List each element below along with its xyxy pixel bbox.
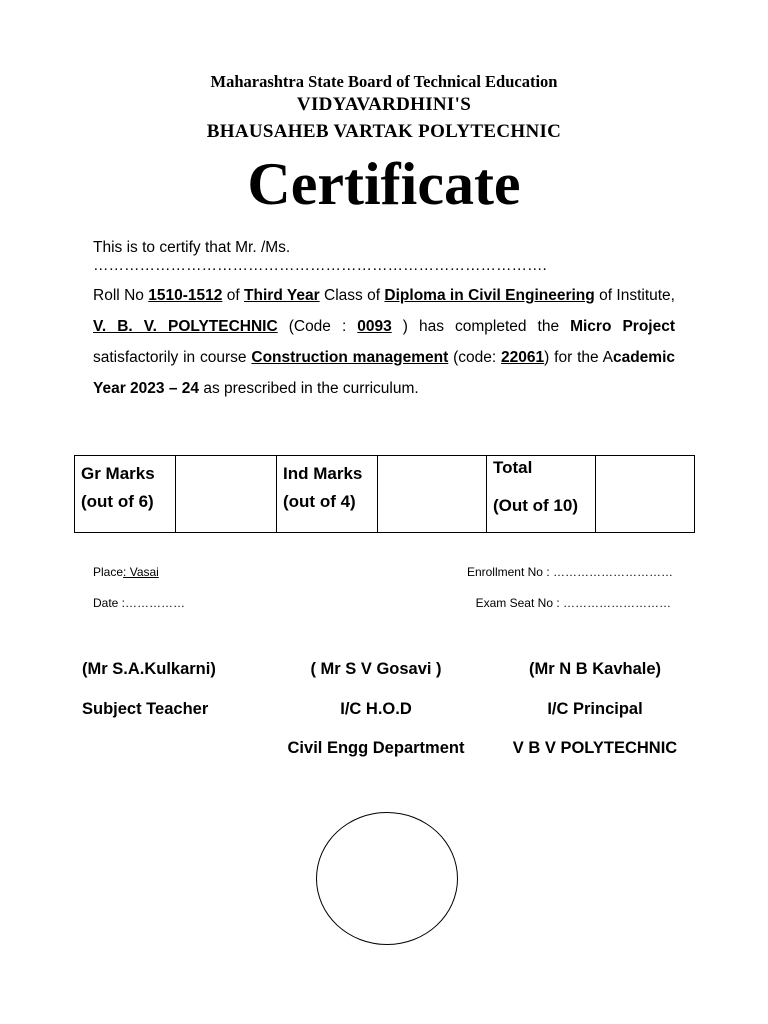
enrollment-number: Enrollment No : ………………………… bbox=[466, 565, 673, 579]
total-label-line1: Total bbox=[493, 458, 533, 477]
principal-institute: V B V POLYTECHNIC bbox=[512, 739, 678, 757]
hod-name: ( Mr S V Gosavi ) bbox=[310, 660, 442, 678]
exam-seat-number: Exam Seat No : ……………………… bbox=[475, 596, 671, 610]
total-label-line2: (Out of 10) bbox=[493, 496, 578, 515]
body-text: Roll No bbox=[93, 287, 149, 304]
certify-line: This is to certify that Mr. /Ms. ……………………………………………………………………………. bbox=[93, 239, 547, 274]
principal-name: (Mr N B Kavhale) bbox=[528, 660, 662, 678]
place-line bbox=[93, 565, 159, 579]
hod-department: Civil Engg Department bbox=[287, 739, 465, 757]
ind-marks-label-line2: (out of 4) bbox=[283, 492, 356, 511]
board-name: Maharashtra State Board of Technical Education bbox=[210, 72, 558, 91]
body-text: of Institute, bbox=[594, 287, 675, 304]
ind-marks-label bbox=[277, 456, 378, 533]
academic-year: cademic Year 2023 – 24 bbox=[93, 349, 676, 397]
body-text: of bbox=[222, 287, 245, 304]
body-text: ) for the A bbox=[544, 349, 613, 366]
course-name: Construction management bbox=[251, 349, 449, 366]
gr-marks-label-line2: (out of 6) bbox=[81, 492, 154, 511]
certificate-title: Certificate bbox=[247, 151, 521, 217]
project-type: Micro Project bbox=[570, 318, 676, 335]
gr-marks-value[interactable] bbox=[176, 456, 277, 533]
gr-marks-label-line1: Gr Marks bbox=[81, 464, 155, 483]
ind-marks-value[interactable] bbox=[378, 456, 487, 533]
body-text: (code: bbox=[448, 349, 502, 366]
gr-marks-label bbox=[75, 456, 176, 533]
place-value: : Vasai bbox=[123, 565, 159, 579]
seal-circle bbox=[316, 812, 458, 945]
date-line: Date :…………… bbox=[93, 596, 186, 610]
total-marks-value[interactable] bbox=[596, 456, 695, 533]
institute-name: V. B. V. POLYTECHNIC bbox=[93, 318, 278, 335]
body-text: Class of bbox=[319, 287, 385, 304]
subject-teacher-name: (Mr S.A.Kulkarni) bbox=[82, 660, 216, 678]
year-of-study: Third Year bbox=[244, 287, 320, 304]
table-row bbox=[75, 456, 695, 533]
body-text: ) has completed the bbox=[391, 318, 571, 335]
college-name: BHAUSAHEB VARTAK POLYTECHNIC bbox=[206, 121, 562, 142]
college-trust-name: VIDYAVARDHINI'S bbox=[296, 94, 472, 115]
hod-role: I/C H.O.D bbox=[340, 700, 412, 718]
total-marks-label bbox=[487, 456, 596, 533]
principal-role: I/C Principal bbox=[547, 700, 643, 718]
roll-number: 1510-1512 bbox=[148, 287, 223, 304]
body-text: (Code : bbox=[277, 318, 358, 335]
marks-table bbox=[74, 455, 695, 533]
subject-teacher-role: Subject Teacher bbox=[82, 700, 209, 718]
institute-code: 0093 bbox=[357, 318, 392, 335]
ind-marks-label-line1: Ind Marks bbox=[283, 464, 363, 483]
certificate-body bbox=[93, 280, 675, 404]
body-text: satisfactorily in course bbox=[93, 349, 252, 366]
course-code: 22061 bbox=[501, 349, 545, 366]
place-label: Place bbox=[93, 565, 124, 579]
program-name: Diploma in Civil Engineering bbox=[384, 287, 595, 304]
body-text: as prescribed in the curriculum. bbox=[199, 380, 419, 397]
